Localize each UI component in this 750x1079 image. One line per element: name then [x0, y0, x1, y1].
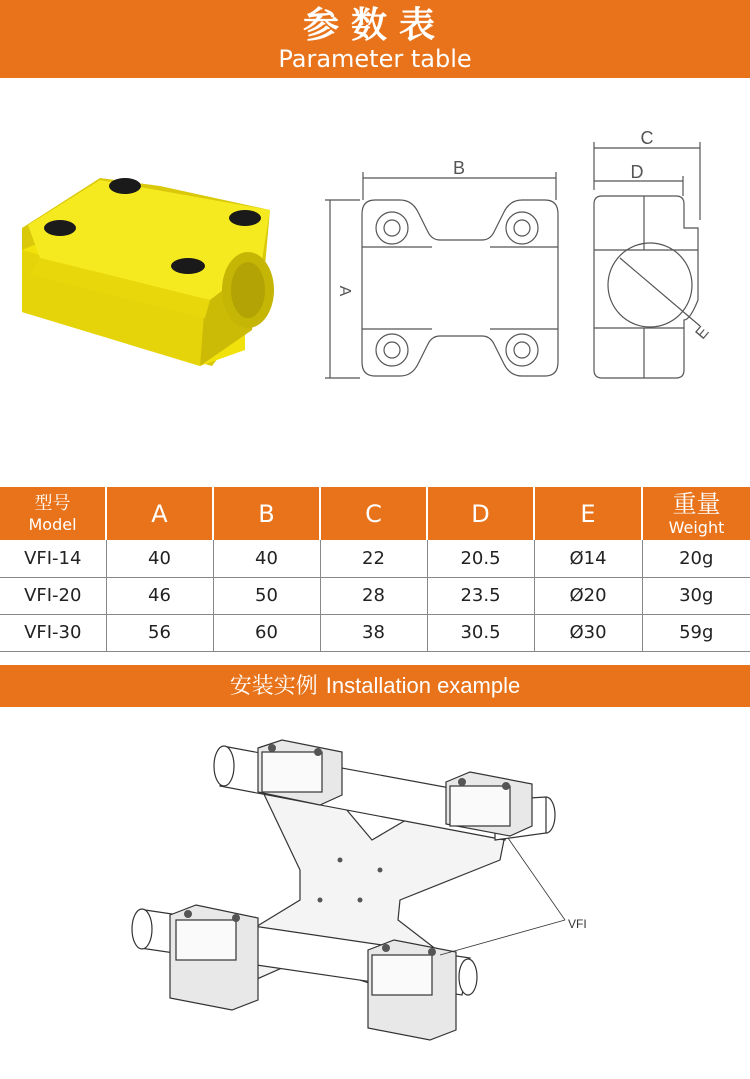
cell-e: Ø14 — [534, 540, 642, 577]
dim-label-a: A — [336, 285, 353, 297]
cell-model: VFI-20 — [0, 577, 106, 614]
table-row — [0, 614, 750, 651]
dim-label-b: B — [452, 158, 466, 178]
cell-a: 46 — [106, 577, 213, 614]
col-c-header: C — [320, 487, 427, 540]
table-row — [0, 577, 750, 614]
cell-e: Ø20 — [534, 577, 642, 614]
col-b-header: B — [213, 487, 320, 540]
table-header-row — [0, 487, 750, 540]
cell-b: 60 — [213, 614, 320, 651]
cell-b: 50 — [213, 577, 320, 614]
product-image — [22, 178, 274, 366]
col-d-header: D — [427, 487, 534, 540]
col-a-header: A — [106, 487, 213, 540]
dim-label-e: E — [692, 323, 713, 343]
cell-weight: 59g — [642, 614, 750, 651]
dim-label-d: D — [630, 162, 644, 182]
install-banner — [0, 665, 750, 707]
side-view-drawing — [594, 142, 700, 378]
dim-label-c: C — [640, 128, 654, 148]
col-weight-cn: 重量 — [672, 489, 721, 518]
page-title-en: Parameter table — [278, 45, 472, 73]
install-title-cn: 安装实例 — [229, 674, 318, 699]
cell-d: 23.5 — [427, 577, 534, 614]
cell-model: VFI-14 — [0, 540, 106, 577]
cell-a: 56 — [106, 614, 213, 651]
cell-d: 30.5 — [427, 614, 534, 651]
cell-d: 20.5 — [427, 540, 534, 577]
cell-c: 28 — [320, 577, 427, 614]
page-title-cn: 参数表 — [302, 5, 447, 46]
col-e-header: E — [534, 487, 642, 540]
cell-weight: 30g — [642, 577, 750, 614]
col-model-cn: 型号 — [34, 492, 71, 514]
col-model-header — [0, 487, 106, 540]
col-weight-header — [642, 487, 750, 540]
cell-model: VFI-30 — [0, 614, 106, 651]
parameter-table — [0, 487, 750, 652]
cell-e: Ø30 — [534, 614, 642, 651]
title-banner — [0, 0, 750, 78]
table-row — [0, 540, 750, 577]
product-figure — [0, 78, 750, 488]
cell-weight: 20g — [642, 540, 750, 577]
install-title-en: Installation example — [325, 673, 521, 698]
installation-drawing — [0, 707, 750, 1079]
vfi-callout: VFI — [568, 917, 587, 931]
cell-b: 40 — [213, 540, 320, 577]
cell-c: 38 — [320, 614, 427, 651]
front-view-drawing — [325, 172, 558, 378]
cell-c: 22 — [320, 540, 427, 577]
col-weight-en: Weight — [668, 517, 725, 537]
cell-a: 40 — [106, 540, 213, 577]
col-model-en: Model — [28, 514, 77, 534]
